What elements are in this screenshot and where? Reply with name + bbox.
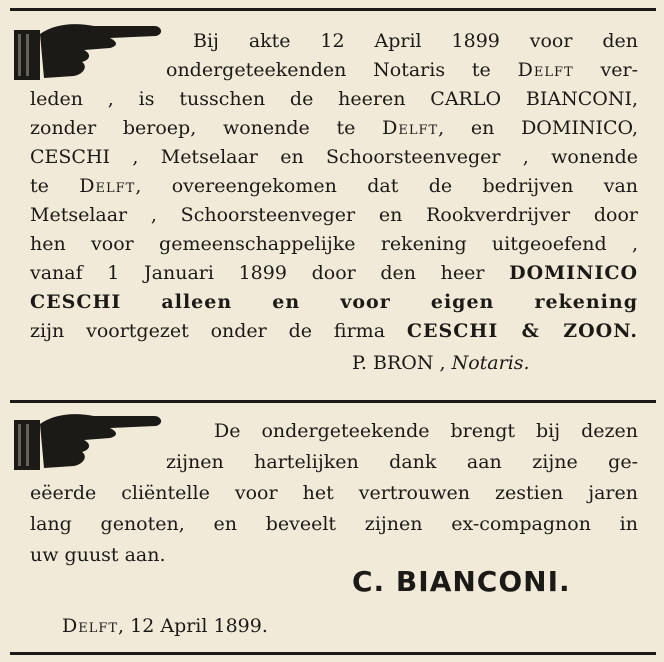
- notice1-line8: hen voor gemeenschappelijke rekening uitgeoefend ,: [30, 233, 638, 255]
- pointing-hand-icon: [14, 16, 166, 84]
- notice1-line6: te Delft, overeengekomen dat de bedrijven van: [30, 175, 639, 197]
- notice1-line11: zijn voortgezet onder de firma CESCHI & ZOON.: [30, 320, 639, 342]
- notice1-line4: zonder beroep, wonende te Delft, en DOMINICO,: [30, 117, 639, 139]
- notice1-line2: ondergeteekenden Notaris te Delft ver-: [166, 59, 638, 81]
- pointing-hand-icon: [14, 406, 166, 474]
- notice1-line3: leden , is tusschen de heeren CARLO BIANCONI,: [30, 88, 638, 110]
- notary-signature: P. BRON , Notaris.: [352, 352, 530, 374]
- notice2-line1: De ondergeteekende brengt bij dezen: [214, 420, 638, 442]
- firm-name: CESCHI & ZOON.: [406, 320, 639, 342]
- top-rule: [10, 8, 656, 11]
- signature-name: C. BIANCONI.: [352, 565, 571, 598]
- bold-name: DOMINICO: [509, 262, 638, 284]
- place-delft: Delft: [517, 59, 574, 81]
- notice2-line2: zijnen hartelijken dank aan zijne ge-: [166, 451, 638, 473]
- divider-rule: [10, 400, 656, 403]
- notice1-line10: CESCHI alleen en voor eigen rekening: [30, 291, 638, 313]
- notice1-line5: CESCHI , Metselaar en Schoorsteenveger , wonende: [30, 146, 638, 168]
- notice2-line3: eëerde cliëntelle voor het vertrouwen zestien jaren: [30, 482, 638, 504]
- notice1-line1: Bij akte 12 April 1899 voor den: [193, 30, 638, 52]
- bottom-rule: [10, 652, 656, 655]
- notice1-line7: Metselaar , Schoorsteenveger en Rookverdrijver door: [30, 204, 638, 226]
- dateline: Delft, 12 April 1899.: [62, 615, 268, 637]
- notice1-line9: vanaf 1 Januari 1899 door den heer DOMINICO: [30, 262, 638, 284]
- notice2-line4: lang genoten, en beveelt zijnen ex-compagnon in: [30, 513, 638, 535]
- notice2-line5: uw guust aan.: [30, 544, 166, 566]
